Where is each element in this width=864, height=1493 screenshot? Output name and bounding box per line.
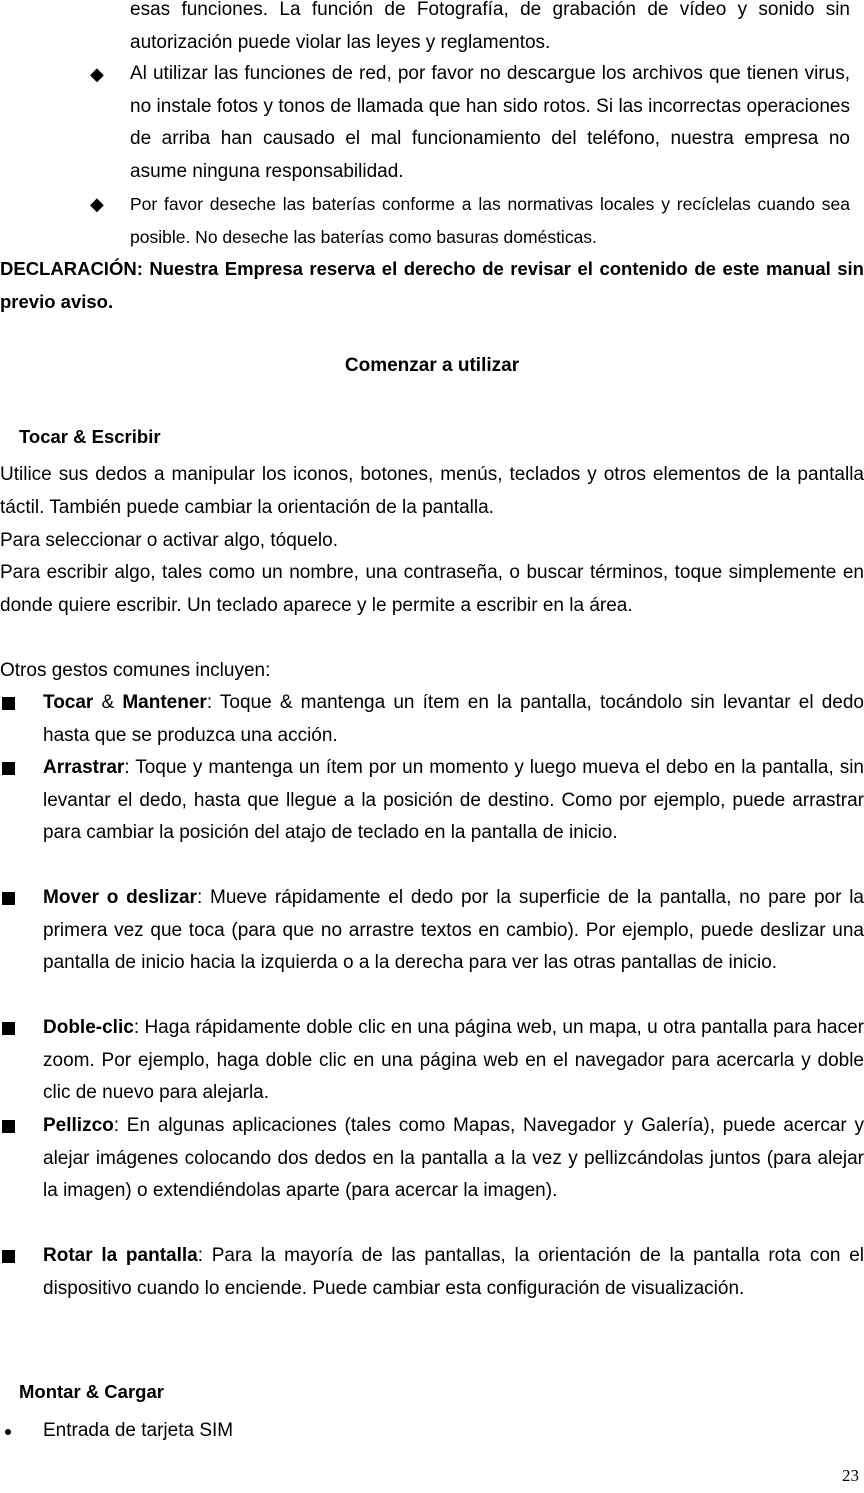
- paragraph: Utilice sus dedos a manipular los iconos, botones, menús, teclados y otros elementos de la pantalla táctil. También puede cambiar la orientación de la pantalla.: [0, 464, 864, 518]
- diamond-bullet-icon: ◆: [90, 64, 104, 84]
- list-item: Tocar & Mantener: Toque & mantenga un ítem en la pantalla, tocándolo sin levantar el dedo hasta que se produzca una acción.: [43, 692, 864, 746]
- page-number: 23: [842, 1466, 859, 1485]
- list-item: Doble-clic: Haga rápidamente doble clic en una página web, un mapa, u otra pantalla para hacer zoom. Por ejemplo, haga doble clic en una página web en el navegador para acercarla y doble clic de nuevo para alejarla.: [43, 1017, 864, 1103]
- list-item: Rotar la pantalla: Para la mayoría de las pantallas, la orientación de la pantalla rota con el dispositivo cuando lo enciende. Puede cambiar esta configuración de visualización.: [43, 1245, 864, 1299]
- list-item: esas funciones. La función de Fotografía, de grabación de vídeo y sonido sin autorización puede violar las leyes y reglamentos.: [130, 0, 850, 53]
- square-bullet-icon: [2, 1120, 15, 1133]
- list-item: Entrada de tarjeta SIM: [43, 1420, 234, 1441]
- declaration: DECLARACIÓN: Nuestra Empresa reserva el derecho de revisar el contenido de este manual sin previo aviso.: [0, 258, 864, 312]
- list-item: Mover o deslizar: Mueve rápidamente el dedo por la superficie de la pantalla, no pare por la primera vez que toca (para que no arrastre textos en cambio). Por ejemplo, puede deslizar una pantalla de inicio hacia la izquierda o a la derecha para ver las otras pantallas de inicio.: [43, 887, 864, 973]
- paragraph: Para seleccionar o activar algo, tóquelo.: [0, 530, 338, 551]
- list-item: Pellizco: En algunas aplicaciones (tales como Mapas, Navegador y Galería), puede acercar y alejar imágenes colocando dos dedos en la pantalla a la vez y pellizcándolas juntos (para alejar la imagen) o extendiéndolas aparte (para acercar la imagen).: [43, 1115, 864, 1201]
- subheading-touch-type: Tocar & Escribir: [19, 426, 161, 447]
- square-bullet-icon: [2, 1022, 15, 1035]
- list-item: Arrastrar: Toque y mantenga un ítem por un momento y luego mueva el debo en la pantalla, sin levantar el dedo, hasta que llegue a la posición de destino. Como por ejemplo, puede arrastrar para cambiar la posición del atajo de teclado en la pantalla de inicio.: [43, 757, 864, 843]
- list-item: Al utilizar las funciones de red, por favor no descargue los archivos que tienen virus, no instale fotos y tonos de llamada que han sido rotos. Si las incorrectas operaciones de arriba han causado el mal funcionamiento del teléfono, nuestra empresa no asume ninguna responsabilidad.: [130, 63, 850, 182]
- list-item: Por favor deseche las baterías conforme a las normativas locales y recíclelas cuando sea posible. No deseche las baterías como basuras domésticas.: [130, 194, 850, 247]
- square-bullet-icon: [2, 892, 15, 905]
- section-title: Comenzar a utilizar: [344, 355, 520, 376]
- square-bullet-icon: [2, 1250, 15, 1263]
- paragraph: Para escribir algo, tales como un nombre, una contraseña, o buscar términos, toque simplemente en donde quiere escribir. Un teclado aparece y le permite a escribir en la área.: [0, 562, 864, 616]
- paragraph: Otros gestos comunes incluyen:: [0, 660, 271, 681]
- diamond-bullet-icon: ◆: [90, 194, 104, 214]
- square-bullet-icon: [2, 762, 15, 775]
- dot-bullet-icon: [5, 1429, 11, 1435]
- square-bullet-icon: [2, 697, 15, 710]
- subheading-mount-charge: Montar & Cargar: [19, 1381, 164, 1402]
